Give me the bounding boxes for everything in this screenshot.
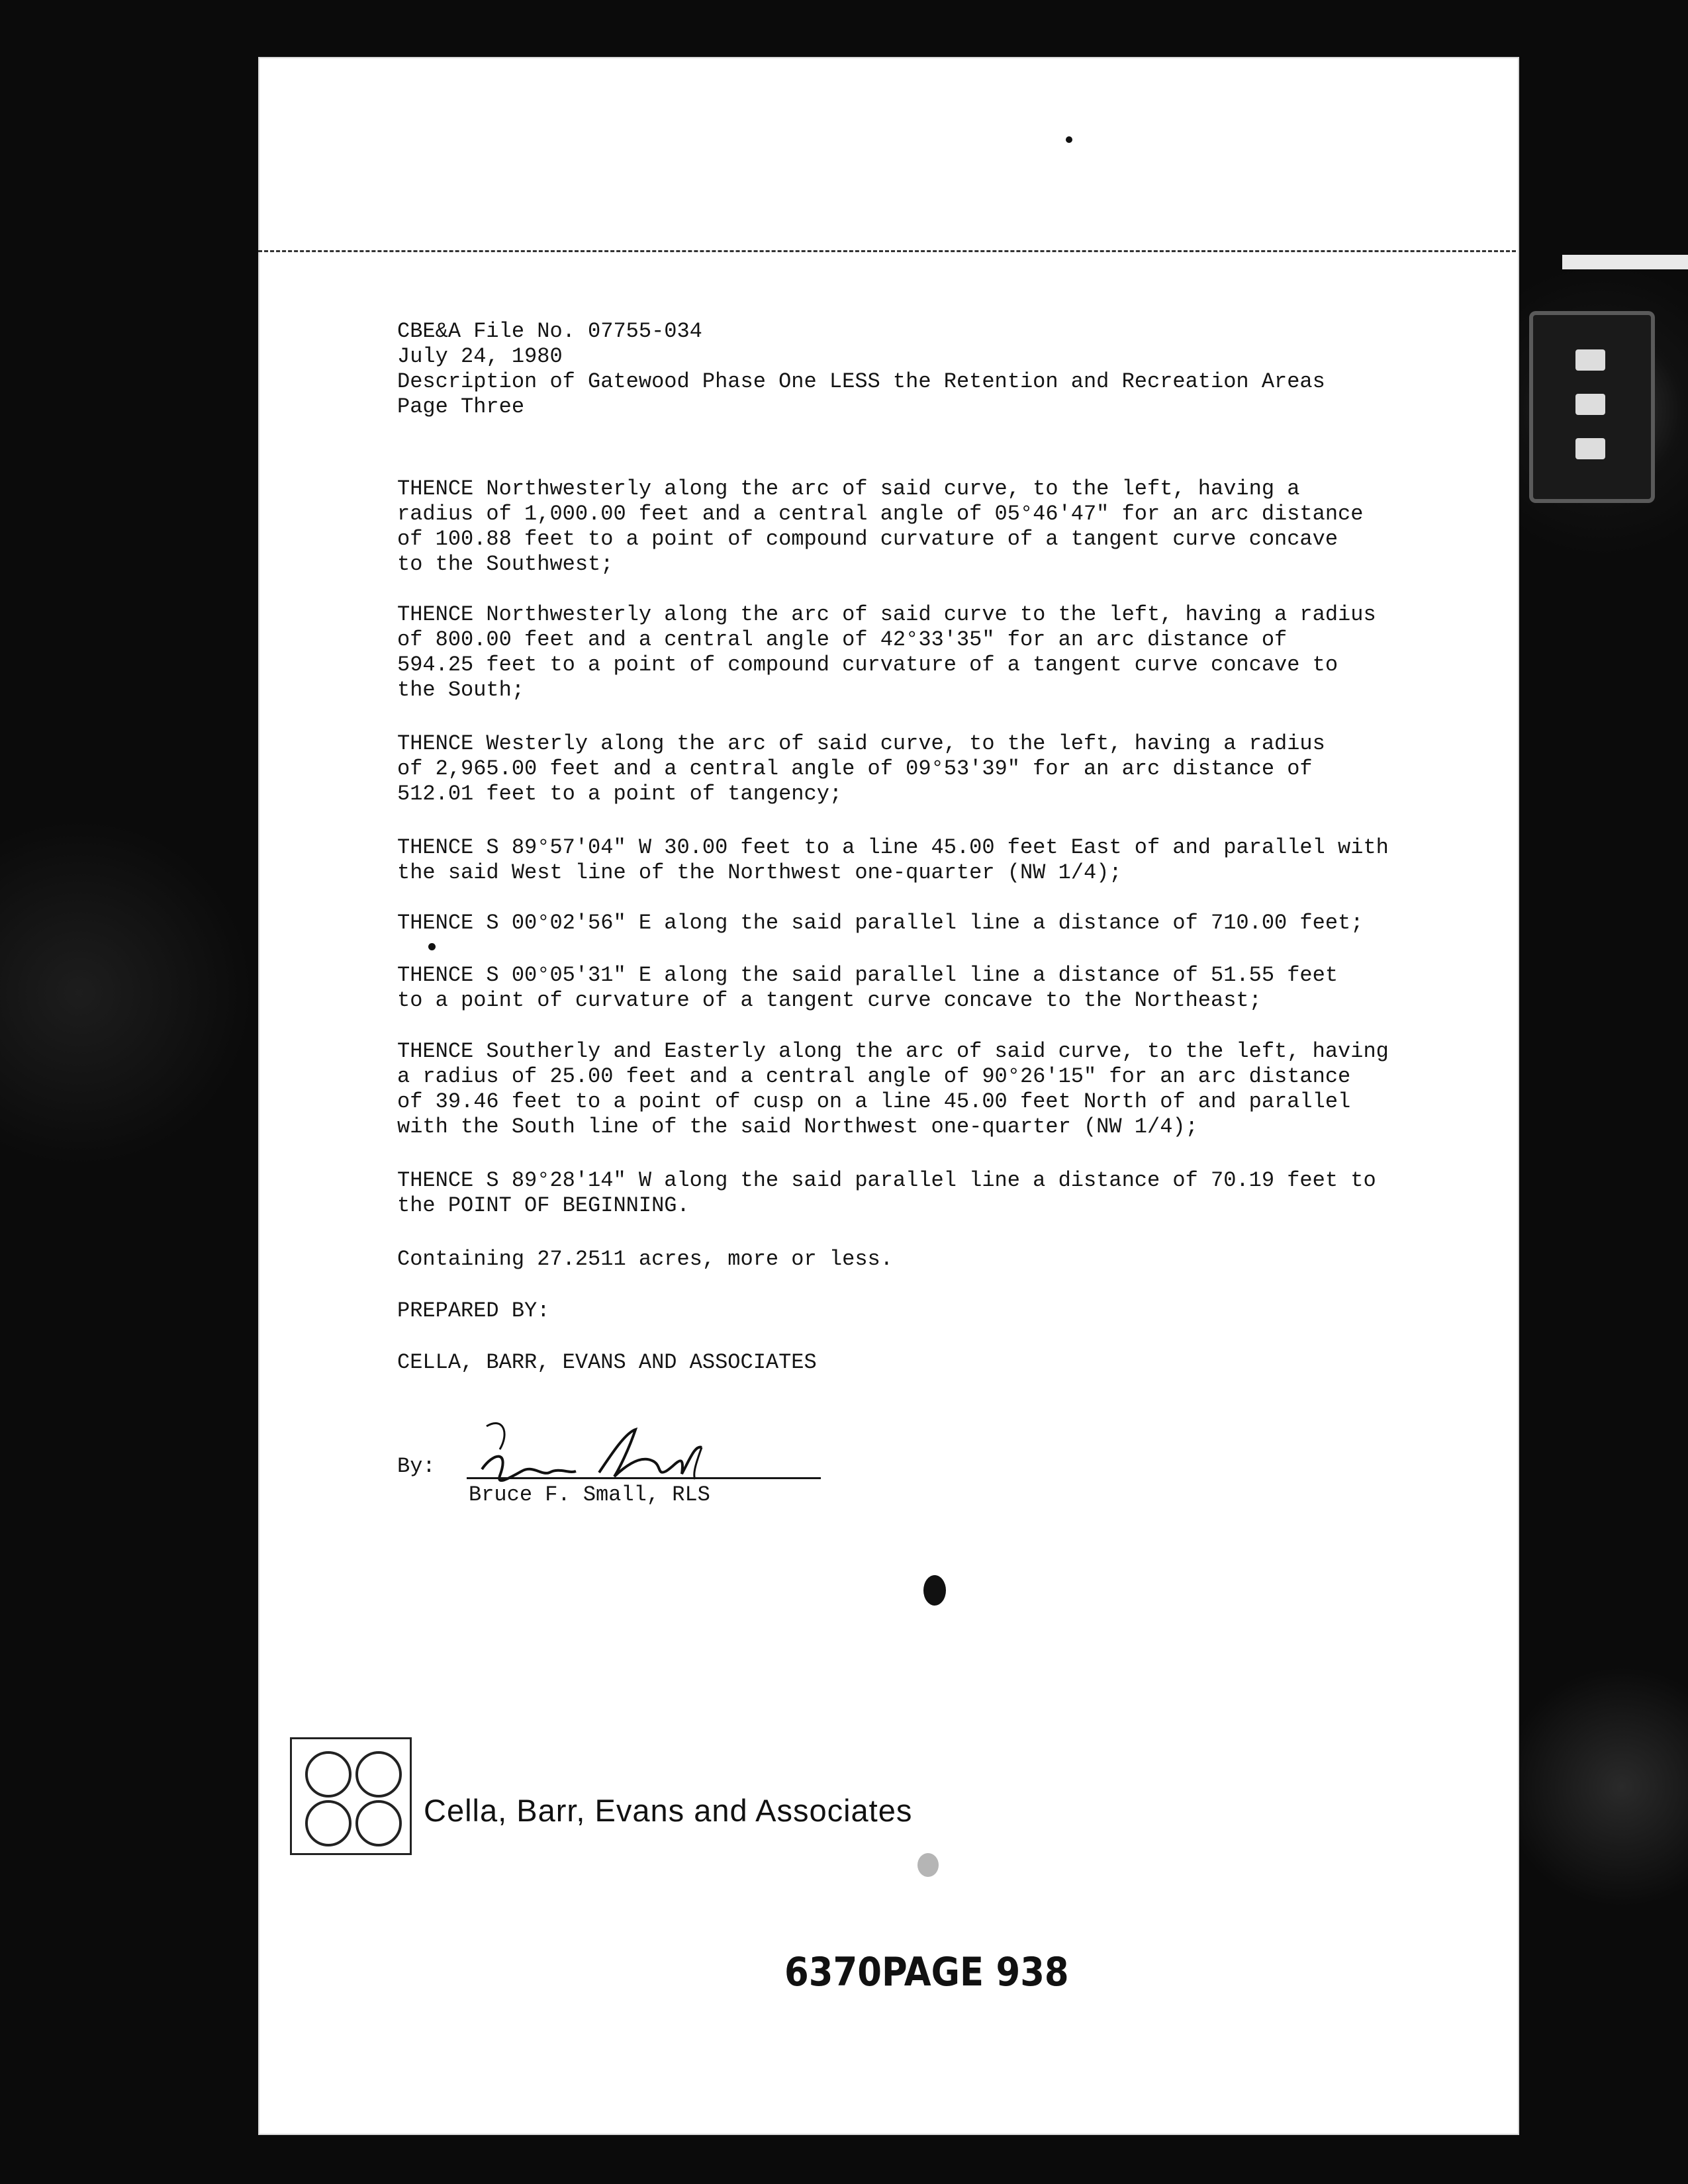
book-page-stamp: 6370PAGE 938 — [784, 1949, 1069, 1995]
document-description: Description of Gatewood Phase One LESS the Retention and Recreation Areas — [397, 369, 1325, 394]
description-paragraph: THENCE S 00°02'56" E along the said parallel line a distance of 710.00 feet; — [397, 911, 1364, 935]
company-name: CELLA, BARR, EVANS AND ASSOCIATES — [397, 1350, 817, 1375]
description-paragraph: THENCE S 00°05'31" E along the said parallel line a distance of 51.55 feet to a point of curvature of a tangent curve concave to the Northeast; — [397, 963, 1338, 1013]
description-paragraph: THENCE S 89°57'04" W 30.00 feet to a line 45.00 feet East of and parallel with the said West line of the Northwest one-quarter (NW 1/4); — [397, 835, 1389, 885]
description-paragraph: THENCE S 89°28'14" W along the said parallel line a distance of 70.19 feet to the POINT OF BEGINNING. — [397, 1168, 1376, 1218]
document-date: July 24, 1980 — [397, 344, 563, 369]
description-paragraph: THENCE Westerly along the arc of said curve, to the left, having a radius of 2,965.00 feet and a central angle of 09°53'39" for an arc distance of 512.01 feet to a point of tangency; — [397, 731, 1325, 806]
file-number: CBE&A File No. 07755-034 — [397, 319, 702, 343]
description-paragraph: THENCE Northwesterly along the arc of said curve, to the left, having a radius of 1,000.00 feet and a central angle of 05°46'47" for an arc distance of 100.88 feet to a point of compound curvature of a tangent curve concave to the Southwest; — [397, 477, 1364, 576]
by-label: By: — [397, 1454, 436, 1479]
scan-speck — [1066, 136, 1072, 143]
company-logo — [290, 1737, 412, 1855]
prepared-by-label: PREPARED BY: — [397, 1298, 550, 1323]
fold-line — [258, 250, 1516, 252]
description-paragraph: THENCE Southerly and Easterly along the arc of said curve, to the left, having a radius of 25.00 feet and a central angle of 90°26'15" for an arc distance of 39.46 feet to a point of cusp on a line 45.00 feet North of and parallel with the South line of the said Northwest one-quarter (NW 1/4); — [397, 1039, 1389, 1139]
scan-speck — [917, 1853, 939, 1877]
company-logo-text: Cella, Barr, Evans and Associates — [424, 1793, 913, 1828]
document-header — [397, 319, 1489, 420]
scan-speck — [923, 1575, 946, 1606]
acreage-statement: Containing 27.2511 acres, more or less. — [397, 1247, 893, 1271]
signature-line — [467, 1477, 821, 1479]
binder-tab — [1529, 311, 1655, 503]
page-label: Page Three — [397, 394, 525, 419]
scan-edge-strip — [1562, 255, 1688, 269]
signer-name: Bruce F. Small, RLS — [469, 1482, 710, 1507]
scan-speck — [428, 943, 436, 950]
description-paragraph: THENCE Northwesterly along the arc of said curve to the left, having a radius of 800.00 feet and a central angle of 42°33'35" for an arc distance of 594.25 feet to a point of compound curvature of a tangent curve concave to the South; — [397, 602, 1376, 702]
